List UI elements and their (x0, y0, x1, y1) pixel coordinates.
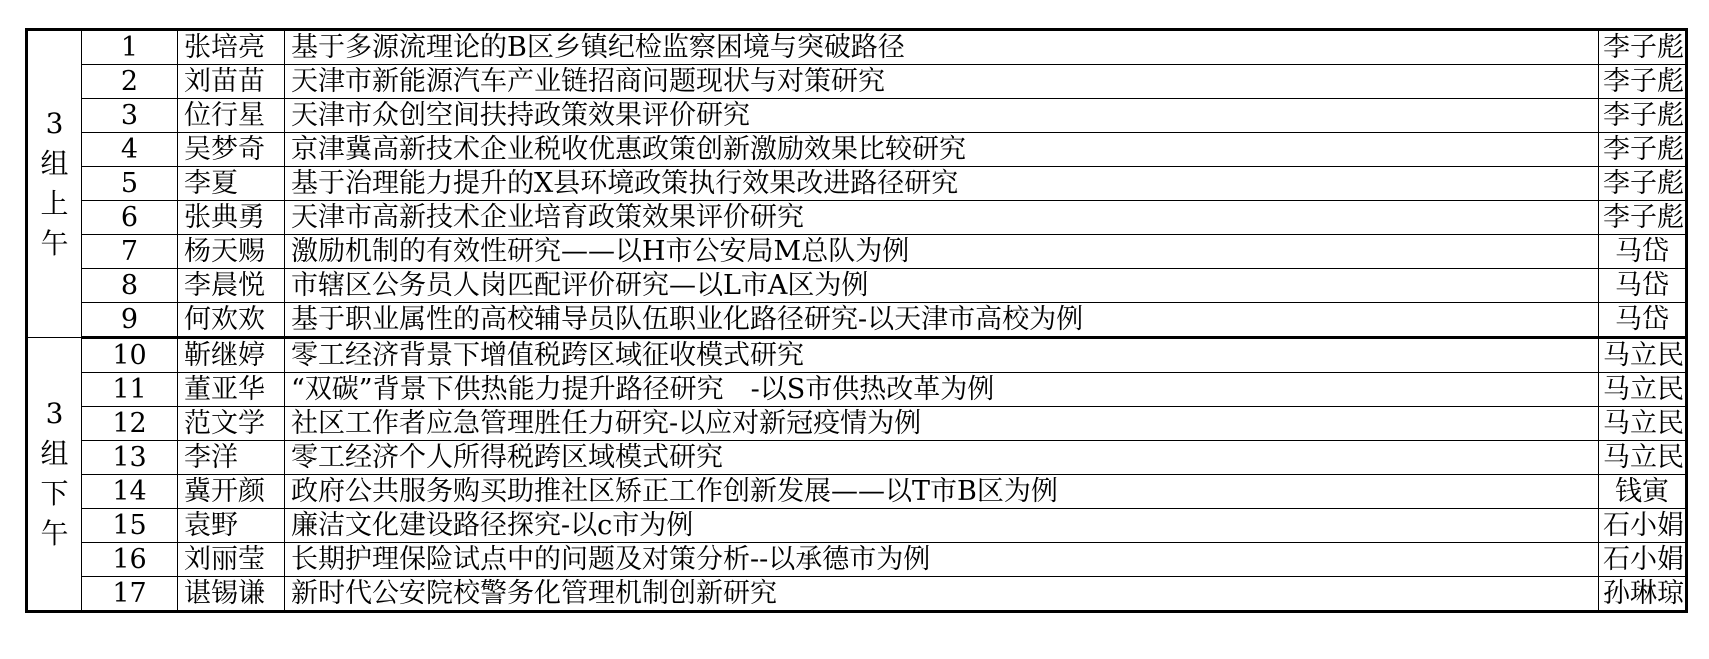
row-number: 10 (82, 338, 178, 373)
table-row (27, 441, 1687, 475)
thesis-title: 天津市新能源汽车产业链招商问题现状与对策研究 (285, 65, 1599, 99)
row-number: 2 (82, 65, 178, 99)
thesis-title: 新时代公安院校警务化管理机制创新研究 (285, 577, 1599, 612)
advisor-name: 李子彪 (1599, 99, 1687, 133)
student-name: 位行星 (178, 99, 285, 133)
thesis-title: 政府公共服务购买助推社区矫正工作创新发展——以T市B区为例 (285, 475, 1599, 509)
advisor-name: 马岱 (1599, 303, 1687, 338)
advisor-name: 马岱 (1599, 269, 1687, 303)
advisor-name: 孙琳琼 (1599, 577, 1687, 612)
row-number: 8 (82, 269, 178, 303)
student-name: 张培亮 (178, 30, 285, 65)
student-name: 冀开颜 (178, 475, 285, 509)
advisor-name: 石小娟 (1599, 509, 1687, 543)
thesis-title: “双碳”背景下供热能力提升路径研究 -以S市供热改革为例 (285, 373, 1599, 407)
advisor-name: 钱寅 (1599, 475, 1687, 509)
student-name: 杨天赐 (178, 235, 285, 269)
thesis-title: 天津市高新技术企业培育政策效果评价研究 (285, 201, 1599, 235)
advisor-name: 石小娟 (1599, 543, 1687, 577)
student-name: 何欢欢 (178, 303, 285, 338)
student-name: 谌锡谦 (178, 577, 285, 612)
advisor-name: 马立民 (1599, 338, 1687, 373)
group-label-char: 3 (45, 397, 64, 430)
group-label-char: 3 (45, 107, 64, 140)
group-label-char: 午 (40, 227, 69, 260)
thesis-title: 市辖区公务员人岗匹配评价研究—以L市A区为例 (285, 269, 1599, 303)
student-name: 李夏 (178, 167, 285, 201)
table-row (27, 303, 1687, 338)
table-row (27, 133, 1687, 167)
row-number: 13 (82, 441, 178, 475)
thesis-title: 基于职业属性的高校辅导员队伍职业化路径研究-以天津市高校为例 (285, 303, 1599, 338)
student-name: 范文学 (178, 407, 285, 441)
row-number: 14 (82, 475, 178, 509)
thesis-title: 廉洁文化建设路径探究-以c市为例 (285, 509, 1599, 543)
row-number: 17 (82, 577, 178, 612)
advisor-name: 李子彪 (1599, 167, 1687, 201)
student-name: 靳继婷 (178, 338, 285, 373)
thesis-title: 激励机制的有效性研究——以H市公安局M总队为例 (285, 235, 1599, 269)
table-row (27, 99, 1687, 133)
advisor-name: 马立民 (1599, 373, 1687, 407)
student-name: 李晨悦 (178, 269, 285, 303)
thesis-title: 长期护理保险试点中的问题及对策分析--以承德市为例 (285, 543, 1599, 577)
row-number: 5 (82, 167, 178, 201)
advisor-name: 马立民 (1599, 441, 1687, 475)
row-number: 4 (82, 133, 178, 167)
group-label (27, 30, 82, 338)
table-row (27, 543, 1687, 577)
row-number: 3 (82, 99, 178, 133)
student-name: 袁野 (178, 509, 285, 543)
row-number: 12 (82, 407, 178, 441)
thesis-title: 基于治理能力提升的X县环境政策执行效果改进路径研究 (285, 167, 1599, 201)
table-row (27, 509, 1687, 543)
table-row (27, 269, 1687, 303)
student-name: 李洋 (178, 441, 285, 475)
student-name: 张典勇 (178, 201, 285, 235)
advisor-name: 李子彪 (1599, 133, 1687, 167)
thesis-title: 零工经济背景下增值税跨区域征收模式研究 (285, 338, 1599, 373)
thesis-title: 零工经济个人所得税跨区域模式研究 (285, 441, 1599, 475)
row-number: 16 (82, 543, 178, 577)
group-label-char: 组 (40, 147, 69, 180)
student-name: 刘丽莹 (178, 543, 285, 577)
table-row (27, 577, 1687, 612)
group-label-char: 组 (40, 437, 69, 470)
group-label-char: 上 (40, 187, 69, 220)
group-label (27, 338, 82, 612)
student-name: 董亚华 (178, 373, 285, 407)
row-number: 15 (82, 509, 178, 543)
table-row (27, 65, 1687, 99)
thesis-title: 社区工作者应急管理胜任力研究-以应对新冠疫情为例 (285, 407, 1599, 441)
thesis-title: 基于多源流理论的B区乡镇纪检监察困境与突破路径 (285, 30, 1599, 65)
thesis-title: 天津市众创空间扶持政策效果评价研究 (285, 99, 1599, 133)
row-number: 1 (82, 30, 178, 65)
advisor-name: 马立民 (1599, 407, 1687, 441)
table-row (27, 167, 1687, 201)
table-row (27, 407, 1687, 441)
schedule-table (25, 28, 1688, 613)
table-row (27, 475, 1687, 509)
table-row (27, 235, 1687, 269)
advisor-name: 李子彪 (1599, 30, 1687, 65)
row-number: 6 (82, 201, 178, 235)
student-name: 吴梦奇 (178, 133, 285, 167)
advisor-name: 马岱 (1599, 235, 1687, 269)
thesis-title: 京津冀高新技术企业税收优惠政策创新激励效果比较研究 (285, 133, 1599, 167)
row-number: 11 (82, 373, 178, 407)
group-label-char: 午 (40, 517, 69, 550)
table-row (27, 338, 1687, 373)
student-name: 刘苗苗 (178, 65, 285, 99)
row-number: 9 (82, 303, 178, 338)
table-row (27, 30, 1687, 65)
table-row (27, 201, 1687, 235)
row-number: 7 (82, 235, 178, 269)
table-row (27, 373, 1687, 407)
group-label-char: 下 (40, 477, 69, 510)
advisor-name: 李子彪 (1599, 201, 1687, 235)
advisor-name: 李子彪 (1599, 65, 1687, 99)
